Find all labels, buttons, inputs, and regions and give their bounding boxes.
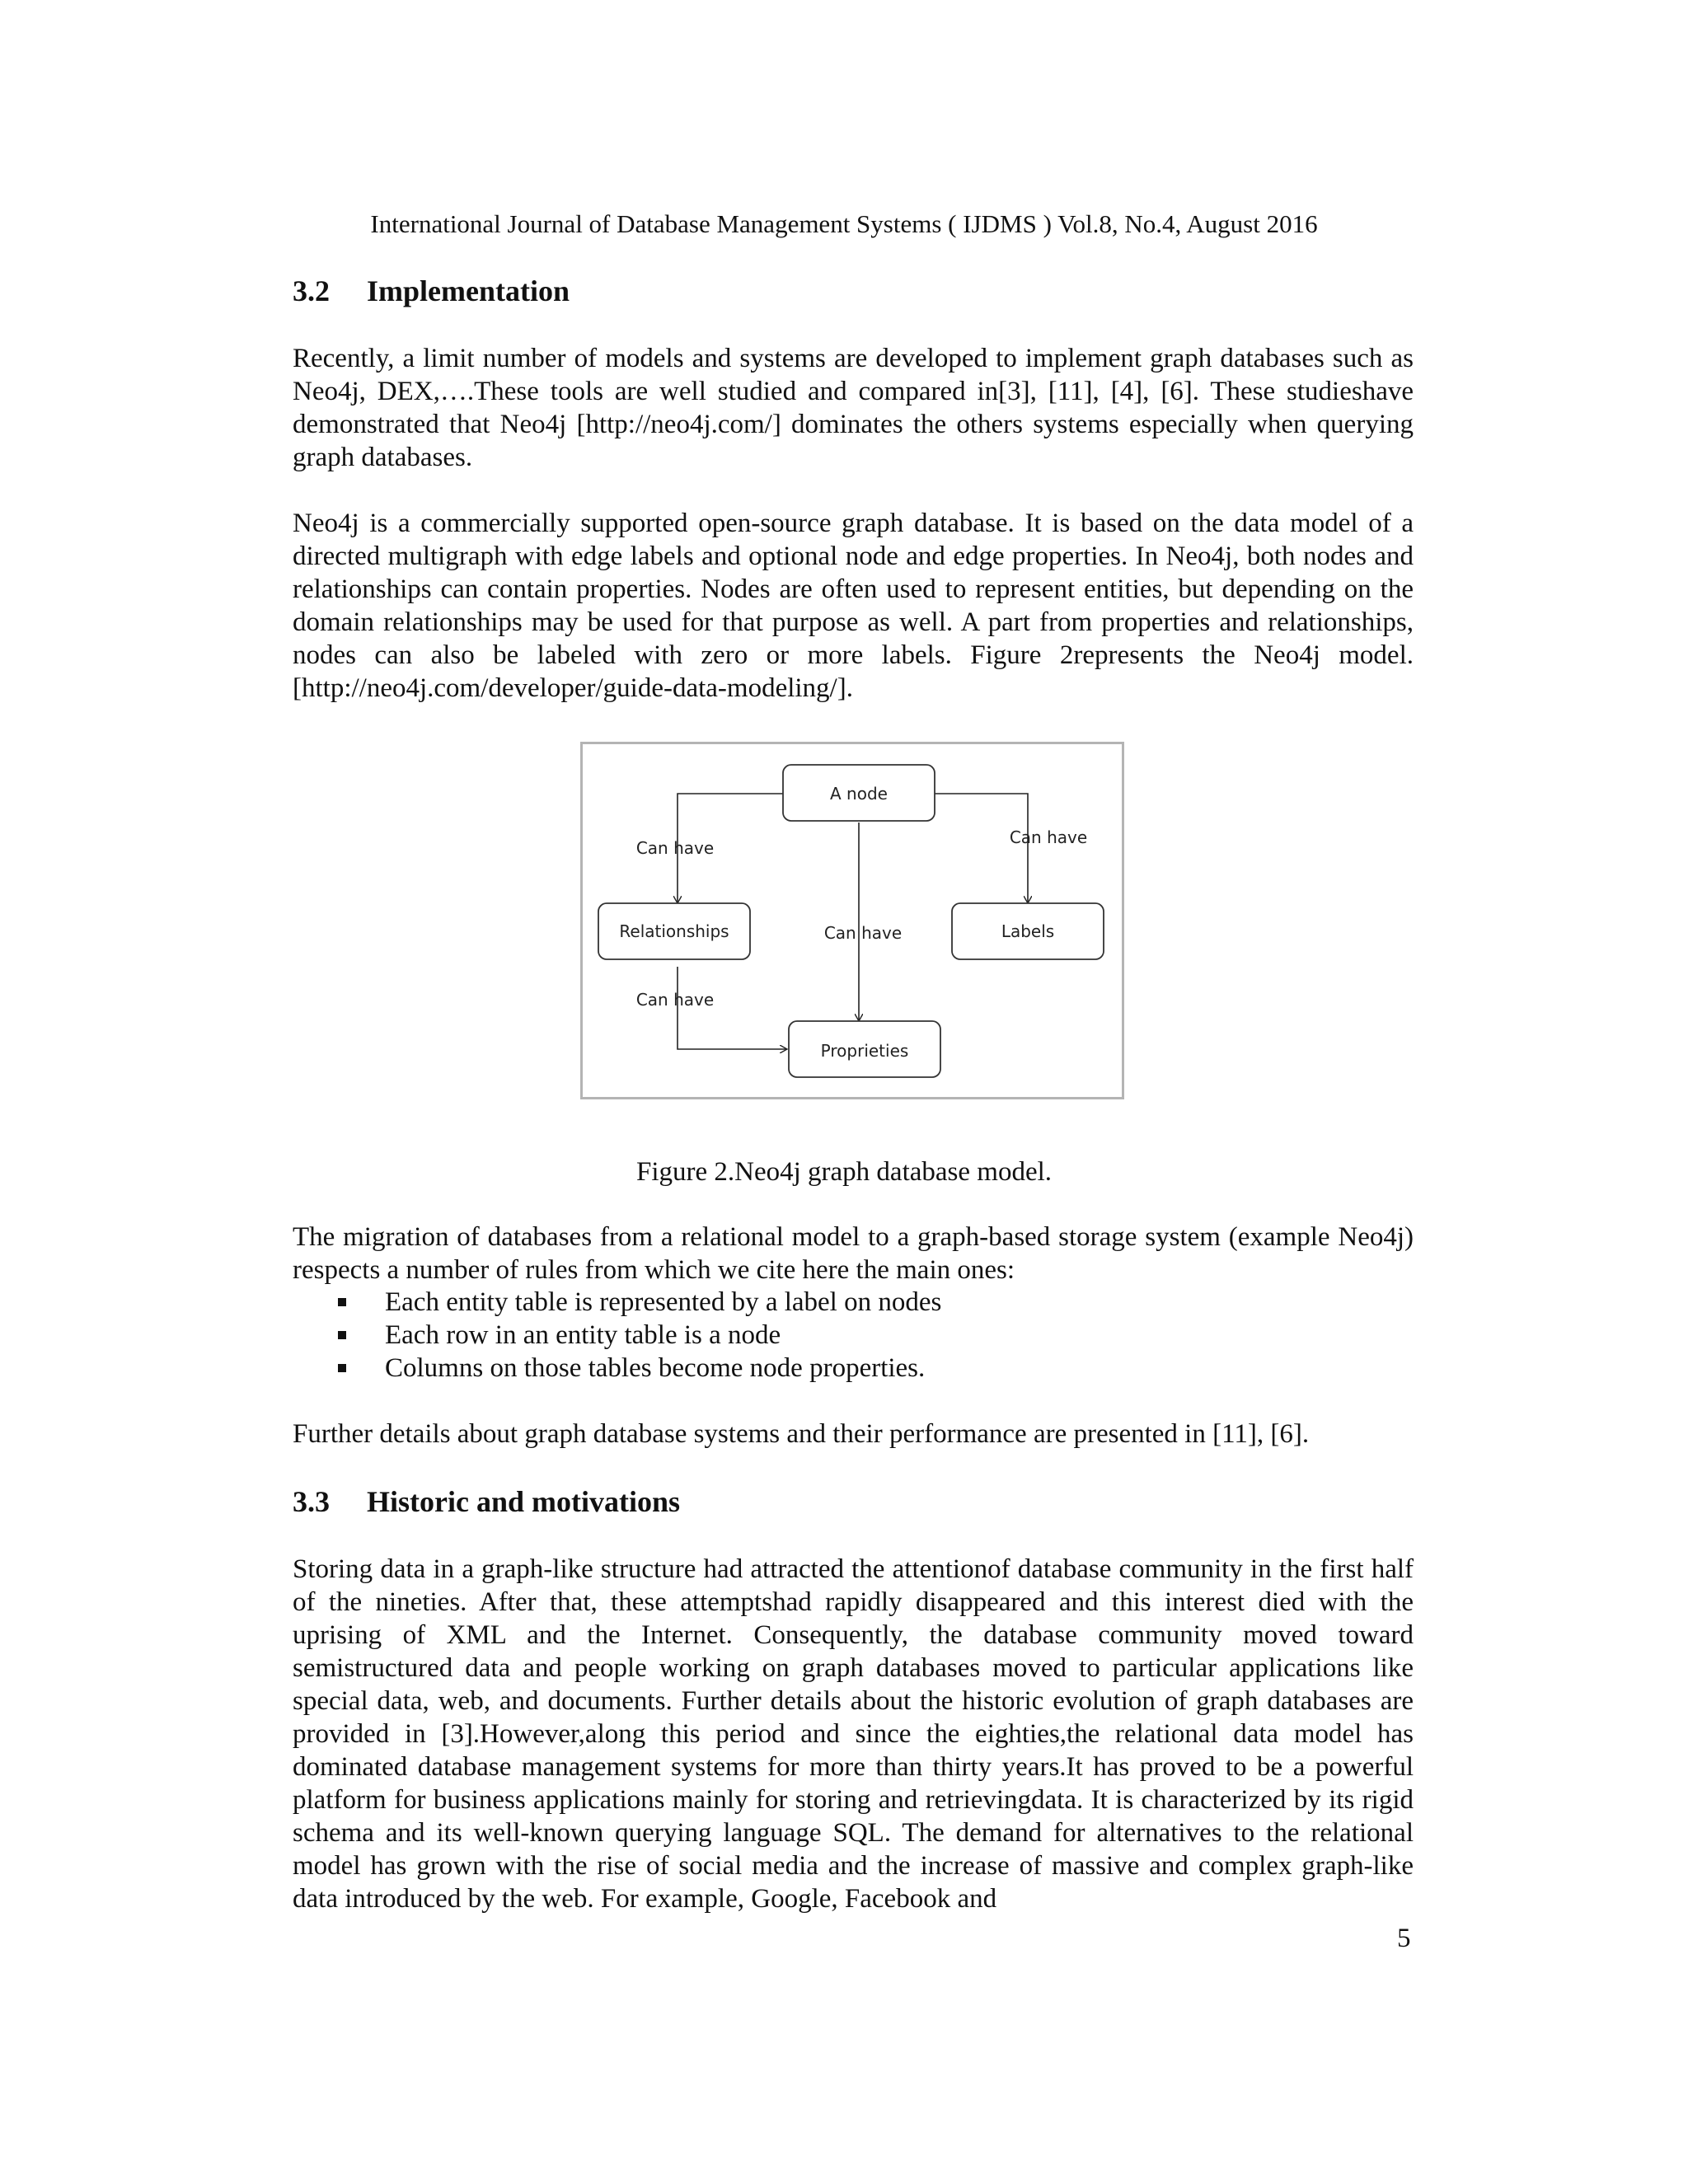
section-title: Implementation <box>367 274 570 307</box>
list-item-text: Each row in an entity table is a node <box>385 1320 781 1350</box>
edge-label-relationships: Can have <box>635 838 715 858</box>
edge-label-relationship-proprieties: Can have <box>635 990 715 1010</box>
paragraph-historic: Storing data in a graph-like structure had attracted the attentionof database community in the first half of the nineties. After that, these attemptshad rapidly disappeared and this interest died with the uprising of XML and the Internet. Consequently, the database community moved toward semistructured data and people working on graph databases moved to particular applications like special data, web, and documents. Further details about the historic evolution of graph databases are provided in [3].However,along this period and since the eighties,the relational data model has dominated database management systems for more than thirty years.It has proved to be a powerful platform for business applications mainly for storing and retrievingdata. It is characterized by its rigid schema and its well-known querying language SQL. The demand for alternatives to the relational model has grown with the rise of social media and the increase of massive and complex graph-like data introduced by the web. For example, Google, Facebook and <box>293 1554 1414 1914</box>
neo4j-model-figure <box>580 742 1124 1099</box>
section-heading-3-3 <box>293 1483 680 1520</box>
node-relationships <box>598 903 750 959</box>
paragraph-implementation-2: Neo4j is a commercially supported open-source graph database. It is based on the data model of a directed multigraph with edge labels and optional node and edge properties. In Neo4j, both nodes and relationships can contain properties. Nodes are often used to represent entities, but depending on the domain relationships may be used for that purpose as well. A part from properties and relationships, nodes can also be labeled with zero or more labels. Figure 2represents the Neo4j model. [http://neo4j.com/developer/guide-data-modeling/]. <box>293 509 1414 703</box>
edge-node-to-labels <box>935 794 1028 902</box>
paragraph-implementation-1: Recently, a limit number of models and systems are developed to implement graph databases such as Neo4j, DEX,….These tools are well studied and compared in[3], [11], [4], [6]. These studieshave demonstrated that Neo4j [http://neo4j.com/] dominates the others systems especially when querying graph databases. <box>293 344 1414 472</box>
paragraph-further-details: Further details about graph database systems and their performance are presented in [11], [6]. <box>293 1419 1310 1449</box>
node-relationships-label: Relationships <box>619 921 729 941</box>
node-labels-label: Labels <box>1001 921 1055 941</box>
section-number: 3.3 <box>293 1485 330 1518</box>
edge-label-labels: Can have <box>1009 827 1088 847</box>
section-number: 3.2 <box>293 274 330 307</box>
section-title: Historic and motivations <box>367 1485 681 1518</box>
node-labels <box>952 903 1104 959</box>
page-number: 5 <box>1397 1924 1411 1953</box>
section-heading-3-2 <box>293 273 570 309</box>
list-item <box>293 1319 1414 1352</box>
paragraph-migration-intro: The migration of databases from a relational model to a graph-based storage system (example Neo4j) respects a number of rules from which we cite here the main ones: <box>293 1222 1414 1285</box>
list-item-text: Each entity table is represented by a label on nodes <box>385 1287 942 1317</box>
bullet-square-icon <box>338 1298 346 1306</box>
journal-header: International Journal of Database Management Systems ( IJDMS ) Vol.8, No.4, August 2016 <box>370 209 1318 238</box>
bullet-square-icon <box>338 1364 346 1372</box>
node-proprieties <box>789 1021 940 1077</box>
figure-caption: Figure 2.Neo4j graph database model. <box>635 1157 1053 1187</box>
node-proprieties-label: Proprieties <box>820 1041 909 1061</box>
bullet-square-icon <box>338 1331 346 1339</box>
edge-label-proprieties: Can have <box>823 923 903 943</box>
migration-rules-list <box>293 1286 1414 1385</box>
neo4j-model-diagram <box>583 744 1127 1102</box>
node-a-node <box>783 765 935 821</box>
node-a-node-label: A node <box>830 784 888 804</box>
list-item <box>293 1286 1414 1319</box>
list-item <box>293 1352 1414 1385</box>
list-item-text: Columns on those tables become node properties. <box>385 1353 926 1383</box>
